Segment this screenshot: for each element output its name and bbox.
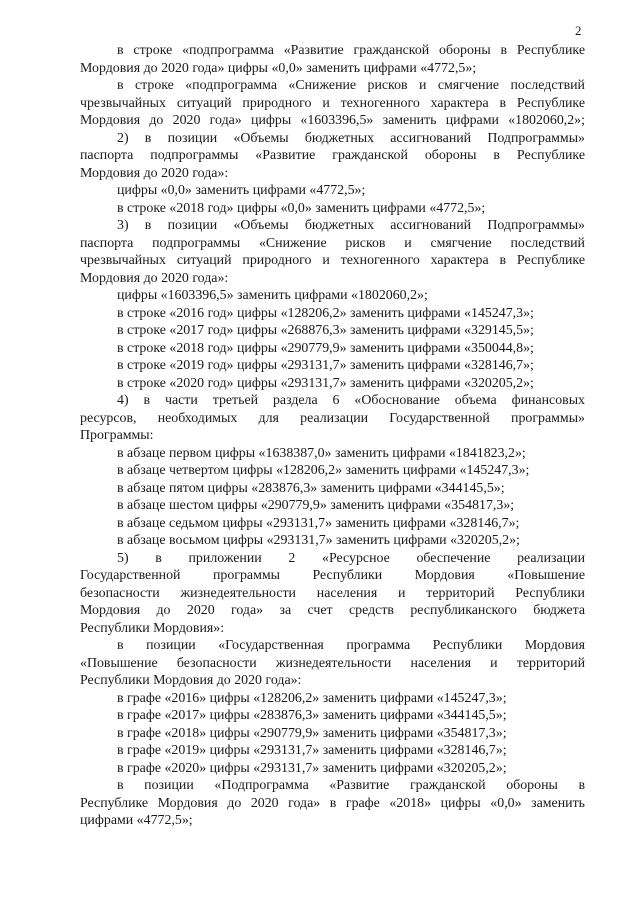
document-line: в строке «подпрограмма «Снижение рисков и смягчение последствий (117, 78, 585, 93)
document-line: в графе «2016» цифры «128206,2» заменить цифрами «145247,3»; (117, 690, 507, 706)
document-line: Мордовия до 2020 года»: (80, 165, 229, 181)
document-line: в позиции «Государственная программа Республики Мордовия (117, 638, 585, 653)
document-line: паспорта подпрограммы «Снижение рисков и смягчение последствий (80, 235, 585, 251)
document-line: в графе «2020» цифры «293131,7» заменить цифрами «320205,2»; (117, 760, 507, 776)
document-line: в абзаце первом цифры «1638387,0» заменить цифрами «1841823,2»; (117, 445, 526, 461)
document-line: ресурсов, необходимых для реализации Государственной программы» (80, 410, 585, 426)
document-line: Республики Мордовия»: (80, 620, 225, 636)
document-line: Мордовия до 2020 года»: (80, 270, 229, 286)
document-line: в строке «2018 год» цифры «290779,9» заменить цифрами «350044,8»; (117, 340, 534, 356)
document-line: в строке «2018 год» цифры «0,0» заменить цифрами «4772,5»; (117, 200, 486, 216)
document-line: цифры «1603396,5» заменить цифрами «1802060,2»; (117, 288, 428, 303)
document-line: в строке «2017 год» цифры «268876,3» заменить цифрами «329145,5»; (117, 323, 534, 338)
document-line: в строке «подпрограмма «Развитие гражданской обороны в Республике (117, 43, 585, 58)
document-line: 3) в позиции «Объемы бюджетных ассигнований Подпрограммы» (117, 218, 585, 233)
document-line: Мордовия до 2020 года» цифры «0,0» заменить цифрами «4772,5»; (80, 60, 477, 76)
document-line: паспорта подпрограммы «Развитие гражданской обороны в Республике (80, 148, 585, 163)
page-number: 2 (575, 23, 582, 38)
document-line: Государственной программы Республики Мордовия «Повышение (80, 568, 585, 583)
document-line: в позиции «Подпрограмма «Развитие гражданской обороны в (117, 778, 585, 793)
document-line: «Повышение безопасности жизнедеятельности населения и территорий (80, 655, 585, 671)
document-line: Республике Мордовия до 2020 года» в графе «2018» цифры «0,0» заменить (80, 795, 585, 811)
document-line: цифрами «4772,5»; (80, 813, 193, 828)
document-line: в строке «2020 год» цифры «293131,7» заменить цифрами «320205,2»; (117, 375, 534, 391)
document-line: 4) в части третьей раздела 6 «Обоснование объема финансовых (117, 393, 585, 408)
document-line: в графе «2019» цифры «293131,7» заменить цифрами «328146,7»; (117, 743, 507, 758)
document-line: Мордовия до 2020 года» цифры «1603396,5» заменить цифрами «1802060,2»; (80, 113, 585, 128)
document-line: Программы: (80, 428, 154, 443)
document-line: Республики Мордовия до 2020 года»: (80, 673, 302, 688)
document-line: в абзаце шестом цифры «290779,9» заменить цифрами «354817,3»; (117, 498, 515, 513)
document-line: в графе «2018» цифры «290779,9» заменить цифрами «354817,3»; (117, 725, 507, 741)
document-line: в графе «2017» цифры «283876,3» заменить цифрами «344145,5»; (117, 708, 507, 723)
document-line: чрезвычайных ситуаций природного и техногенного характера в Республике (80, 253, 585, 268)
document-line: цифры «0,0» заменить цифрами «4772,5»; (117, 183, 366, 198)
document-line: 5) в приложении 2 «Ресурсное обеспечение реализации (117, 550, 585, 566)
document-line: в абзаце седьмом цифры «293131,7» заменить цифрами «328146,7»; (117, 515, 520, 531)
document-line: 2) в позиции «Объемы бюджетных ассигнований Подпрограммы» (117, 130, 585, 146)
document-line: в абзаце пятом цифры «283876,3» заменить цифрами «344145,5»; (117, 480, 505, 496)
document-line: безопасности жизнедеятельности населения и территорий Республики (80, 585, 585, 601)
document-line: Мордовия до 2020 года» за счет средств республиканского бюджета (80, 603, 585, 618)
document-line: в абзаце восьмом цифры «293131,7» заменить цифрами «320205,2»; (117, 533, 520, 548)
document-line: в строке «2016 год» цифры «128206,2» заменить цифрами «145247,3»; (117, 305, 534, 321)
document-line: чрезвычайных ситуаций природного и техногенного характера в Республике (80, 95, 585, 111)
document-body (80, 42, 585, 830)
document-line: в строке «2019 год» цифры «293131,7» заменить цифрами «328146,7»; (117, 358, 534, 373)
document-line: в абзаце четвертом цифры «128206,2» заменить цифрами «145247,3»; (117, 463, 530, 478)
